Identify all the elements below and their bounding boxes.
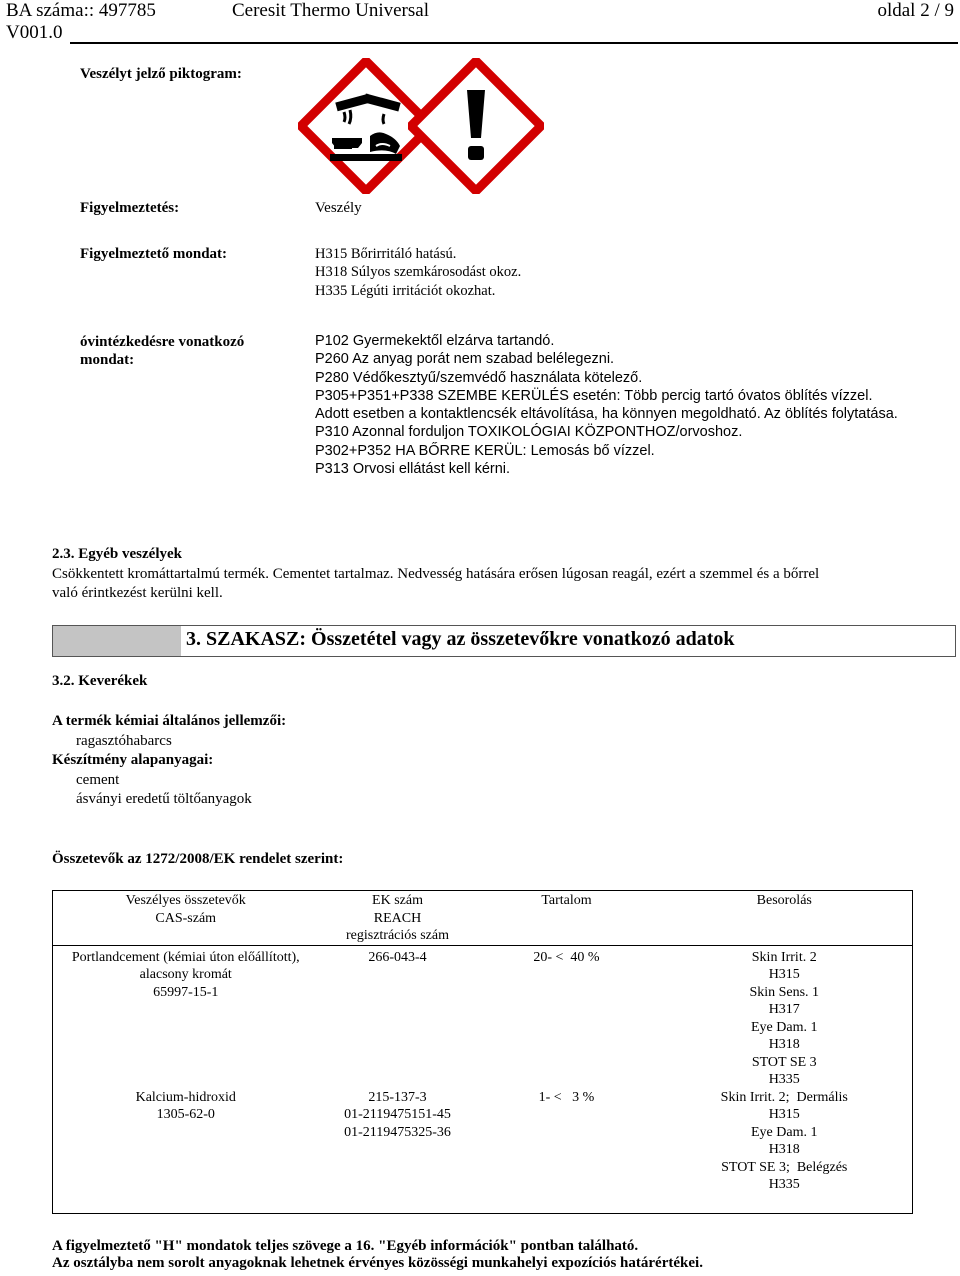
- section3-title: 3. SZAKASZ: Összetétel vagy az összetevőkre vonatkozó adatok: [186, 628, 735, 650]
- general-properties-value: ragasztóhabarcs: [76, 733, 172, 749]
- section3-banner: [52, 625, 956, 657]
- table-header-row: [53, 891, 913, 946]
- ingredient-item: ásványi eredetű töltőanyagok: [76, 791, 252, 807]
- cell-text: 20- < 40 %: [533, 949, 600, 965]
- cell-text: STOT SE 3: [751, 1054, 817, 1070]
- component-classification: [657, 945, 913, 1089]
- precaution-label: [80, 333, 244, 369]
- cell-text: STOT SE 3; Belégzés: [721, 1159, 848, 1175]
- cell-text: Eye Dam. 1: [751, 1019, 818, 1035]
- precaution-line: P260 Az anyag porát nem szabad belélegezni.: [315, 351, 615, 368]
- pictogram-label: Veszélyt jelző piktogram:: [80, 66, 242, 82]
- precaution-line: P305+P351+P338 SZEMBE KERÜLÉS esetén: Több percig tartó óvatos öblítés vízzel.: [315, 387, 873, 404]
- component-ec: [319, 945, 477, 1089]
- header-text: EK szám: [372, 893, 423, 908]
- precaution-label-line1: óvintézkedésre vonatkozó: [80, 334, 245, 350]
- cell-text: H335: [768, 1072, 800, 1087]
- header-ec-number: [319, 891, 477, 946]
- cell-text: H317: [768, 1002, 800, 1017]
- version: V001.0: [6, 22, 63, 43]
- cell-text: Skin Irrit. 2: [751, 949, 817, 965]
- header-text: Veszélyes összetevők: [125, 893, 246, 908]
- mixtures-heading: 3.2. Keverékek: [52, 673, 148, 689]
- header-classification: [657, 891, 913, 946]
- precaution-label-line2: mondat:: [80, 352, 135, 368]
- component-name: [53, 945, 319, 1089]
- cell-text: Portlandcement (kémiai úton előállított),: [71, 949, 300, 965]
- cell-text: Skin Irrit. 2; Dermális: [720, 1089, 848, 1105]
- cell-text: 215-137-3: [368, 1089, 427, 1105]
- general-properties-label: A termék kémiai általános jellemzői:: [52, 713, 287, 729]
- header-text: CAS-szám: [155, 910, 217, 926]
- table-row: [53, 1089, 913, 1214]
- page-number: oldal 2 / 9: [877, 0, 954, 21]
- cell-text: 266-043-4: [368, 949, 427, 965]
- precaution-statements: [315, 332, 898, 478]
- cell-text: H315: [768, 967, 800, 982]
- cell-text: 65997-15-1: [153, 984, 219, 1000]
- hazard-label: Figyelmeztető mondat:: [80, 246, 228, 262]
- ingredient-item: cement: [76, 772, 120, 788]
- cell-text: H318: [768, 1142, 800, 1157]
- cell-text: H335: [768, 1177, 800, 1192]
- precaution-line: Adott esetben a kontaktlencsék eltávolítása, ha könnyen megoldható. Az öblítés folytatása.: [315, 406, 898, 423]
- hazard-statements: [315, 245, 521, 300]
- header-rule: [70, 42, 958, 44]
- hazard-line: H335 Légúti irritációt okozhat.: [315, 282, 496, 299]
- cell-text: 01-2119475325-36: [344, 1124, 451, 1140]
- signal-word-value: Veszély: [315, 200, 362, 216]
- ingredients-label: Készítmény alapanyagai:: [52, 752, 214, 768]
- product-name: Ceresit Thermo Universal: [232, 0, 429, 21]
- regulation-heading: Összetevők az 1272/2008/EK rendelet szerint:: [52, 851, 344, 867]
- cell-text: Eye Dam. 1: [751, 1124, 818, 1140]
- component-content: [477, 945, 657, 1089]
- precaution-line: P302+P352 HA BŐRRE KERÜL: Lemosás bő vízzel.: [315, 442, 655, 459]
- cell-text: H318: [768, 1037, 800, 1052]
- other-hazards-line2: való érintkezést kerülni kell.: [52, 585, 223, 601]
- footnote-exposure-limits: Az osztályba nem sorolt anyagoknak lehetnek érvényes közösségi munkahelyi expozíciós határértékei.: [52, 1255, 703, 1271]
- precaution-line: P313 Orvosi ellátást kell kérni.: [315, 461, 511, 478]
- section3-banner-shade: [53, 626, 181, 656]
- components-table: [52, 890, 913, 1214]
- header-text: regisztrációs szám: [345, 928, 449, 943]
- header-components: [53, 891, 319, 946]
- footnote-h-statements: A figyelmeztető "H" mondatok teljes szövege a 16. "Egyéb információk" pontban található.: [52, 1238, 639, 1254]
- cell-text: Skin Sens. 1: [749, 984, 820, 1000]
- signal-word-label: Figyelmeztetés:: [80, 200, 180, 216]
- cell-text: H315: [768, 1107, 800, 1122]
- header-text: REACH: [373, 910, 422, 926]
- component-classification: [657, 1089, 913, 1214]
- other-hazards-line1: Csökkentett kromáttartalmú termék. Cementet tartalmaz. Nedvesség hatására erősen lúgosan reagál, ezért a szemmel és a bőrrel: [52, 566, 820, 582]
- component-content: [477, 1089, 657, 1214]
- component-ec: [319, 1089, 477, 1214]
- header-text: Besorolás: [756, 893, 812, 908]
- cell-text: 1- < 3 %: [538, 1089, 595, 1105]
- header-content: [477, 891, 657, 946]
- precaution-line: P310 Azonnal forduljon TOXIKOLÓGIAI KÖZPONTHOZ/orvoshoz.: [315, 424, 743, 441]
- cell-text: alacsony kromát: [139, 967, 232, 982]
- cell-text: 01-2119475151-45: [344, 1107, 451, 1122]
- hazard-line: H318 Súlyos szemkárosodást okoz.: [315, 264, 522, 281]
- hazard-line: H315 Bőrirritáló hatású.: [315, 246, 457, 262]
- table-row: [53, 945, 913, 1089]
- cell-text: Kalcium-hidroxid: [135, 1089, 236, 1105]
- header-text: Tartalom: [541, 893, 592, 908]
- component-name: [53, 1089, 319, 1214]
- other-hazards-heading: 2.3. Egyéb veszélyek: [52, 546, 182, 562]
- precaution-line: P280 Védőkesztyű/szemvédő használata kötelező.: [315, 369, 643, 386]
- exclamation-pictogram: [408, 58, 544, 194]
- ba-number: BA száma:: 497785: [6, 0, 156, 21]
- cell-text: 1305-62-0: [156, 1107, 215, 1122]
- precaution-line: P102 Gyermekektől elzárva tartandó.: [315, 333, 555, 349]
